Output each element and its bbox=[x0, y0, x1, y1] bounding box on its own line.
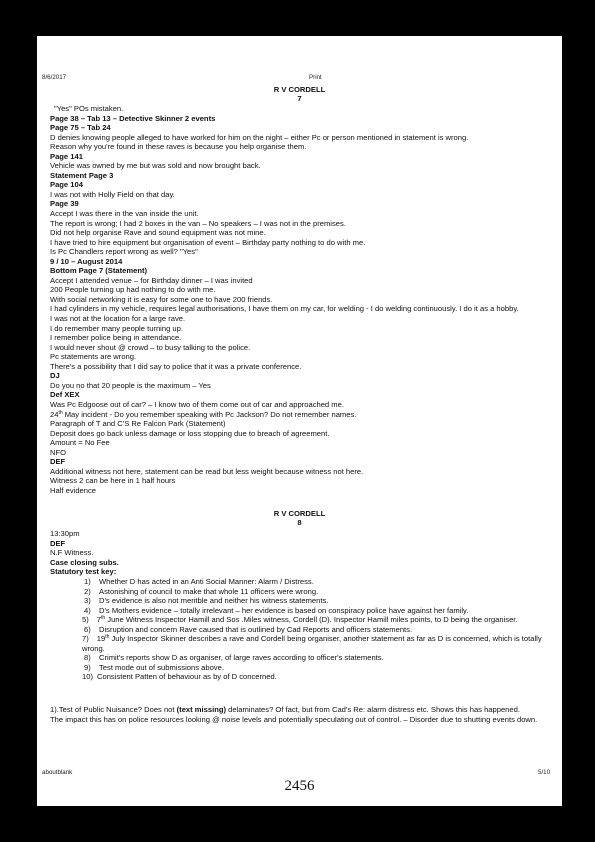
note-line: Accept I was there in the van inside the unit. bbox=[50, 209, 199, 219]
note-line: NFO bbox=[50, 447, 67, 457]
note-line: I was not at the location for a large rave. bbox=[50, 314, 186, 324]
note-line: I have tried to hire equipment but organisation of event – Birthday party nothing to do with me. bbox=[50, 237, 366, 247]
bates-page-number: 2456 bbox=[284, 778, 315, 794]
print-title: Print bbox=[309, 74, 322, 81]
note-line: Page 38 – Tab 13 – Detective Skinner 2 events bbox=[50, 113, 216, 123]
case-name: R V CORDELL bbox=[273, 85, 326, 94]
note-line: I do remember many people turning up. bbox=[50, 323, 183, 333]
note-line: I had cylinders in my vehicle, requires legal authorisations, I have them on my car, for welding - I do welding continuously. I do it as a hobby. bbox=[50, 304, 519, 314]
note-line: Amount = No Fee bbox=[50, 438, 110, 448]
footer-url: aboutblank bbox=[42, 769, 73, 776]
note-line: Do you no that 20 people is the maximum – Yes bbox=[50, 380, 211, 390]
statutory-item: 10) Consistent Patten of behaviour as by of D concerned. bbox=[82, 672, 277, 682]
case-title-2 bbox=[37, 510, 562, 527]
statutory-list bbox=[50, 577, 550, 682]
note-line: Page 141 bbox=[50, 151, 83, 161]
note-line: DEF bbox=[50, 538, 66, 548]
case-page: 7 bbox=[297, 93, 302, 103]
note-line: D denies knowing people alleged to have worked for him on the night – either Pc or person mentioned in statement is wrong. bbox=[50, 132, 469, 142]
note-line: I was not with Holly Field on that day. bbox=[50, 189, 175, 199]
print-date: 8/6/2017 bbox=[42, 74, 67, 81]
note-line: Is Pc Chandlers report wrong as well? "Yes" bbox=[50, 247, 198, 257]
note-line: Did not help organise Rave and sound equipment was not mine. bbox=[50, 228, 266, 238]
note-line: With social networking it is easy for some one to have 200 friends. bbox=[50, 294, 273, 304]
case-title bbox=[37, 86, 562, 103]
statutory-item: 1) Whether D has acted in an Anti Social Manner: Alarm / Distress. bbox=[84, 577, 314, 586]
note-line: DEF bbox=[50, 457, 66, 467]
statutory-item: 5) 7th June Witness Inspector Hamill and Sos .Miles witness, Cordell (D). Inspector Hamill miles points, to D being the organiser. bbox=[82, 615, 518, 625]
note-line: Vehicle was owned by me but was sold and now brought back. bbox=[50, 161, 261, 171]
closing-paragraph-2: The impact this has on police resources looking @ noise levels and potentially speculating out of control. – Disorder due to shutting events down. bbox=[50, 714, 538, 724]
statutory-item: 2) Astonishing of council to make that whole 11 officers were wrong. bbox=[84, 586, 319, 596]
note-line: The report is wrong; I had 2 boxes in the van – No speakers – I was not in the premises. bbox=[50, 218, 346, 228]
note-line: Statement Page 3 bbox=[50, 170, 114, 180]
note-line: Witness 2 can be here in 1 half hours bbox=[50, 476, 176, 486]
note-line: There's a possibility that I did say to police that it was a private conference. bbox=[50, 361, 302, 371]
statutory-item: 4) D's Mothers evidence – totally irrelevant – her evidence is based on conspiracy police have against her family. bbox=[84, 605, 469, 615]
note-line: "Yes" POs mistaken. bbox=[54, 104, 124, 113]
closing-notes bbox=[50, 705, 550, 724]
case-name-2: R V CORDELL bbox=[273, 509, 326, 518]
note-line: Additional witness not here, statement can be read but less weight because witness not here. bbox=[50, 466, 364, 476]
note-line: Page 39 bbox=[50, 199, 79, 209]
document-page bbox=[37, 36, 562, 806]
note-line: Deposit does go back unless damage or loss stopping due to breach of agreement. bbox=[50, 428, 330, 438]
notes-block-2 bbox=[50, 529, 550, 577]
statutory-item: 9) Test mode out of submissions above. bbox=[84, 662, 224, 672]
note-line: Def XEX bbox=[50, 390, 80, 400]
note-line: Statutory test key: bbox=[50, 567, 117, 577]
note-line: Pc statements are wrong. bbox=[50, 352, 137, 362]
notes-block-1 bbox=[50, 104, 550, 495]
note-line: I remember police being in attendance. bbox=[50, 333, 182, 343]
note-line: Half evidence bbox=[50, 485, 97, 495]
statutory-item: 3) D's evidence is also not meritble and neither his witness statements. bbox=[84, 596, 329, 606]
statutory-item: 7) 19th July Inspector Skinner describes a rave and Cordell being organiser, another statement as far as D is concerned, which is totally wrong. bbox=[82, 634, 542, 653]
note-line: Accept I attended venue – for Birthday dinner – I was invited bbox=[50, 275, 253, 285]
note-line: 24th May incident - Do you remember speaking with Pc Jackson? Do not remember names. bbox=[50, 409, 357, 419]
statutory-item: 8) Crimit's reports show D as organiser, of large raves according to officer's statements. bbox=[84, 653, 384, 663]
footer-page-count: 5/10 bbox=[538, 769, 551, 776]
statutory-item: 6) Disruption and concern Rave caused that is outlined by Cad Reports and officers statements. bbox=[84, 624, 413, 634]
note-line: 13:30pm bbox=[50, 529, 80, 538]
note-line: Page 75 – Tab 24 bbox=[50, 123, 111, 133]
case-page-2: 8 bbox=[297, 517, 302, 527]
note-line: N.F Witness. bbox=[50, 548, 94, 558]
note-line: 200 People turning up had nothing to do with me. bbox=[50, 285, 216, 295]
note-line: DJ bbox=[50, 371, 60, 381]
note-line: I would never shout @ crowd – to busy talking to the police. bbox=[50, 342, 251, 352]
closing-paragraph-1: 1).Test of Public Nuisance? Does not (text missing) delaminates? Of fact, but from Cad's Re: alarm distress etc. Shows this has happened. bbox=[50, 705, 520, 714]
note-line: Paragraph of T and C'S Re Falcon Park (Statement) bbox=[50, 419, 226, 429]
note-line: Bottom Page 7 (Statement) bbox=[50, 266, 148, 276]
note-line: Was Pc Edgoose out of car? – I know two of them come out of car and approached me. bbox=[50, 399, 344, 409]
note-line: Case closing subs. bbox=[50, 557, 119, 567]
note-line: 9 / 10 – August 2014 bbox=[50, 256, 123, 266]
note-line: Page 104 bbox=[50, 180, 83, 190]
note-line: Reason why you're found in these raves is because you help organise them. bbox=[50, 142, 307, 152]
